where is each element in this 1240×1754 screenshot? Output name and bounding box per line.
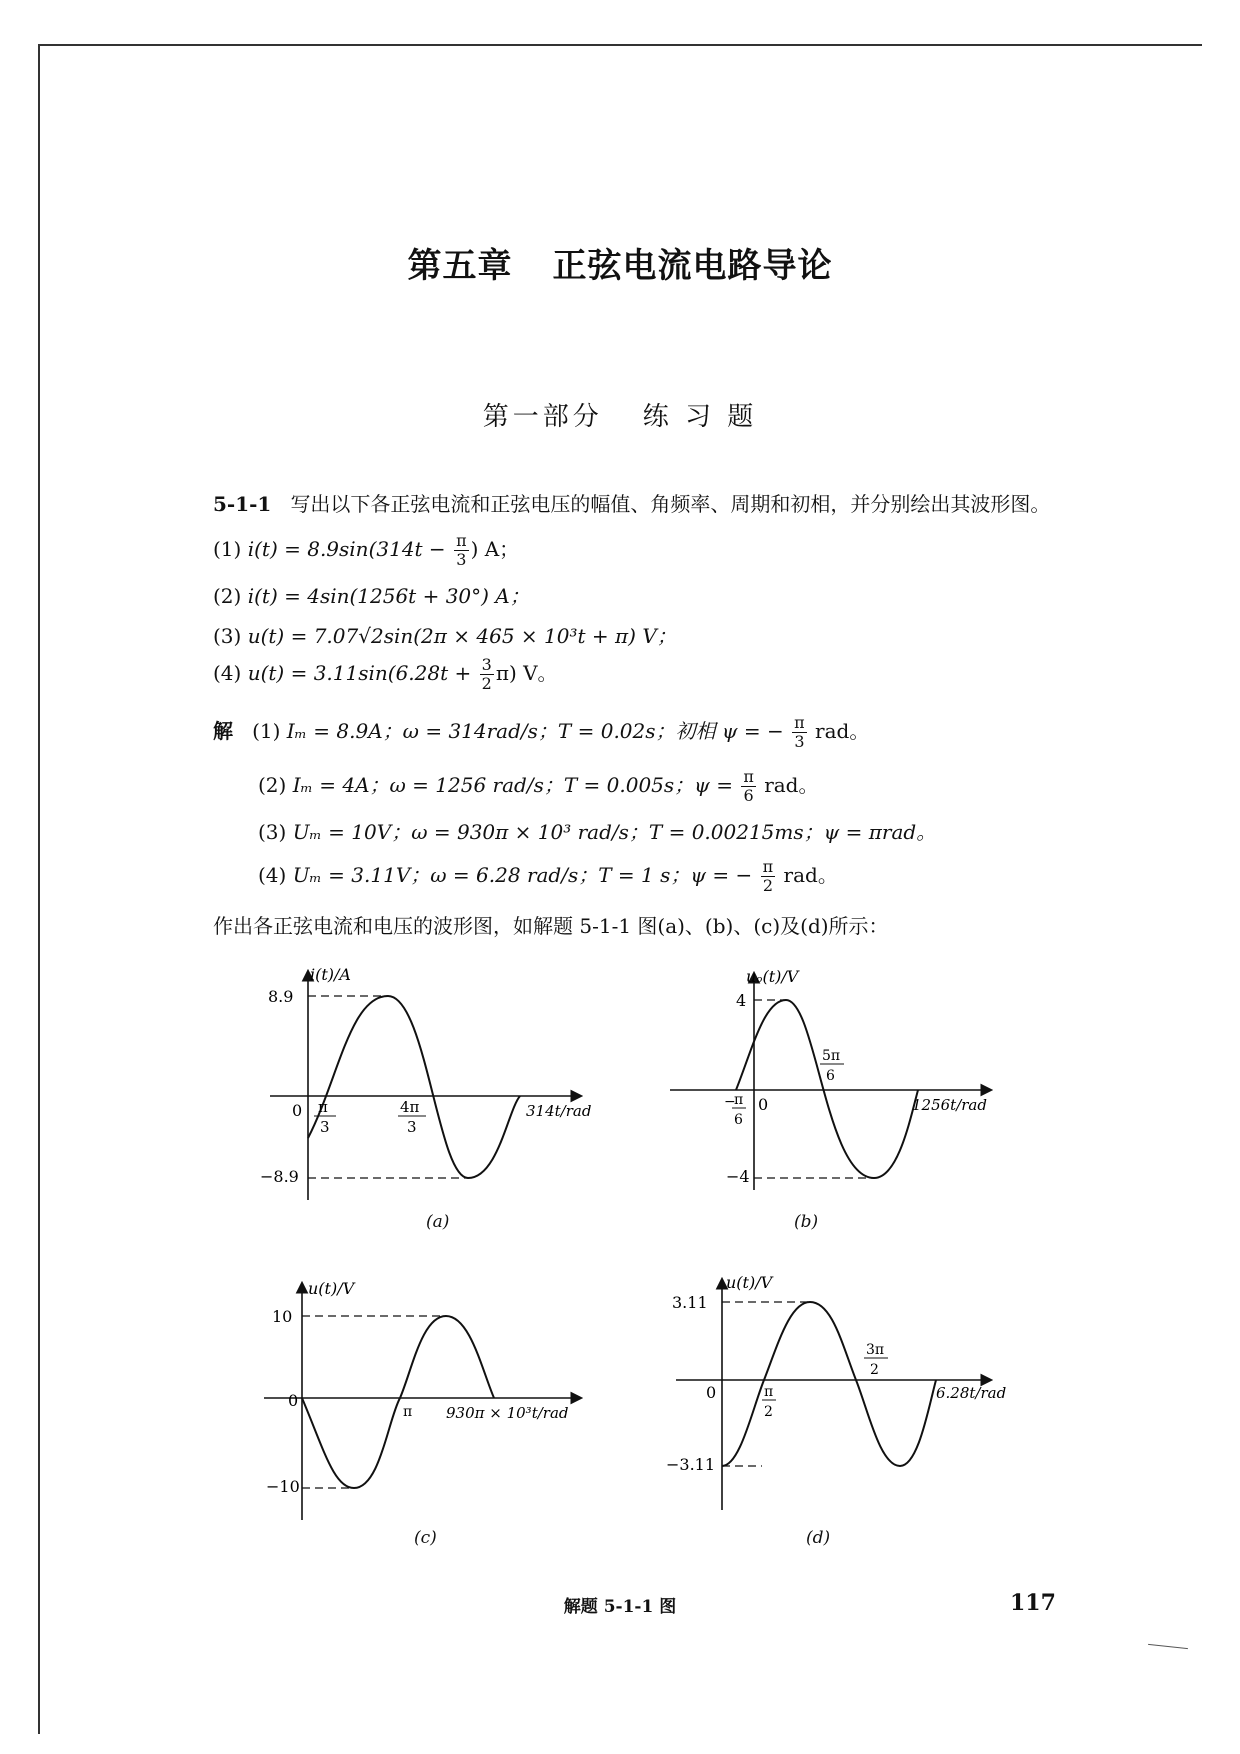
figure-b <box>660 960 1000 1220</box>
origin-label: 0 <box>292 1101 303 1120</box>
fraction: $\frac{3}{2}$ <box>481 655 492 693</box>
waveform-a <box>308 996 520 1178</box>
zero-cross-num: π <box>764 1384 774 1400</box>
item-formula: u(t) = 3.11sin(6.28t + <box>247 661 478 685</box>
problem-item-2 <box>213 580 530 609</box>
figure-a <box>250 960 610 1220</box>
page-left-rule <box>38 44 40 1734</box>
item-label: (2) <box>258 773 287 797</box>
y-axis-label: i(t)/A <box>310 965 351 984</box>
max-label: 3.11 <box>672 1293 708 1312</box>
item-formula: Uₘ = 10V；ω = 930π × 10³ rad/s；T = 0.00215ms；ψ = πrad。 <box>292 820 937 844</box>
section-title <box>0 396 1240 433</box>
figure-c <box>250 1270 610 1530</box>
figure-a-caption: (a) <box>426 1212 450 1232</box>
solution-item-4 <box>258 858 838 895</box>
item-formula: Uₘ = 3.11V；ω = 6.28 rad/s；T = 1 s；ψ = − <box>292 863 759 887</box>
fraction: $\frac{\pi}{6}$ <box>743 767 754 805</box>
x-axis-label: 930π × 10³t/rad <box>446 1404 569 1422</box>
problem-item-3 <box>213 620 677 649</box>
figure-c-caption: (c) <box>414 1528 437 1548</box>
zero-cross2-den: 2 <box>870 1362 879 1378</box>
item-formula-end: rad。 <box>808 719 870 743</box>
problem-statement <box>213 488 1050 517</box>
part-label: 第一部分 <box>482 402 603 432</box>
zero-cross-den: 6 <box>734 1112 743 1128</box>
item-label: (1) <box>252 719 281 743</box>
item-formula-end: ) A； <box>470 537 520 561</box>
page-top-rule <box>38 44 1202 46</box>
origin-label: 0 <box>758 1095 769 1114</box>
solution-item-2 <box>258 768 819 805</box>
y-axis-label: u(t)/V <box>308 1279 355 1298</box>
item-formula: i(t) = 8.9sin(314t − <box>247 537 453 561</box>
fraction: $\frac{\pi}{2}$ <box>762 857 774 895</box>
problem-item-4 <box>213 656 558 693</box>
zero-cross2-num: 5π <box>822 1048 841 1064</box>
problem-id: 5-1-1 <box>213 492 272 516</box>
max-label: 10 <box>272 1307 293 1326</box>
chapter-title <box>0 238 1240 287</box>
origin-label: 0 <box>288 1391 299 1410</box>
fraction: $\frac{\pi}{3}$ <box>456 531 467 569</box>
item-formula: u(t) = 7.07√2sin(2π × 465 × 10³t + π) V； <box>247 624 677 648</box>
waveform-b <box>736 1000 918 1178</box>
item-label: (4) <box>258 863 287 887</box>
figure-d <box>660 1270 1020 1530</box>
zero-cross2-den: 3 <box>407 1118 417 1136</box>
zero-cross2-den: 6 <box>826 1068 835 1084</box>
item-label: (3) <box>258 820 287 844</box>
min-label: −3.11 <box>666 1455 716 1474</box>
item-formula: i(t) = 4sin(1256t + 30°) A； <box>247 584 530 608</box>
zero-cross-label: π <box>403 1404 413 1420</box>
fraction: $\frac{\pi}{3}$ <box>794 713 805 751</box>
solution-conclusion: 作出各正弦电流和电压的波形图，如解题 5-1-1 图(a)、(b)、(c)及(d)所示： <box>213 914 889 938</box>
max-label: 8.9 <box>268 987 294 1006</box>
zero-cross-num: π <box>734 1092 744 1108</box>
section-label: 练 习 题 <box>642 402 758 432</box>
min-label: −8.9 <box>260 1167 299 1186</box>
item-formula: Iₘ = 4A；ω = 1256 rad/s；T = 0.005s；ψ = <box>292 773 740 797</box>
chapter-number: 第五章 <box>407 246 513 286</box>
solution-item-3 <box>258 816 936 845</box>
item-label: (1) <box>213 537 242 561</box>
y-axis-label: uₒ(t)/V <box>746 967 799 986</box>
y-axis-label: u(t)/V <box>726 1273 773 1292</box>
min-label: −10 <box>266 1477 300 1496</box>
item-formula-end: rad。 <box>777 863 838 887</box>
min-label: −4 <box>726 1167 750 1186</box>
max-label: 4 <box>736 991 747 1010</box>
item-formula: Iₘ = 8.9A；ω = 314rad/s；T = 0.02s；初相 ψ = − <box>286 719 791 743</box>
figure-d-caption: (d) <box>806 1528 831 1548</box>
x-axis-label: 6.28t/rad <box>936 1384 1007 1402</box>
page-number: 117 <box>1010 1590 1056 1616</box>
scan-mark <box>1148 1644 1188 1649</box>
x-axis-label: 314t/rad <box>526 1102 592 1120</box>
origin-label: 0 <box>706 1383 717 1402</box>
x-axis-label: 1256t/rad <box>912 1096 987 1114</box>
solution-label: 解 <box>213 719 233 743</box>
problem-text: 写出以下各正弦电流和正弦电压的幅值、角频率、周期和初相，并分别绘出其波形图。 <box>290 492 1051 516</box>
svg-text:−: − <box>724 1094 736 1110</box>
zero-cross-num: π <box>318 1098 328 1116</box>
item-label: (3) <box>213 624 242 648</box>
zero-cross-den: 3 <box>320 1118 330 1136</box>
waveform-d <box>722 1302 936 1466</box>
item-label: (4) <box>213 661 242 685</box>
item-formula-end: rad。 <box>757 773 819 797</box>
waveform-c <box>302 1316 494 1488</box>
item-formula-end: π) V。 <box>495 661 558 685</box>
solution-item-1 <box>213 714 869 751</box>
chapter-name: 正弦电流电路导论 <box>552 246 833 286</box>
zero-cross-den: 2 <box>764 1404 773 1420</box>
figure-b-caption: (b) <box>794 1212 819 1232</box>
figure-group-caption: 解题 5-1-1 图 <box>563 1597 677 1617</box>
zero-cross2-num: 3π <box>866 1342 885 1358</box>
problem-item-1 <box>213 532 519 569</box>
zero-cross2-num: 4π <box>400 1098 420 1116</box>
item-label: (2) <box>213 584 242 608</box>
